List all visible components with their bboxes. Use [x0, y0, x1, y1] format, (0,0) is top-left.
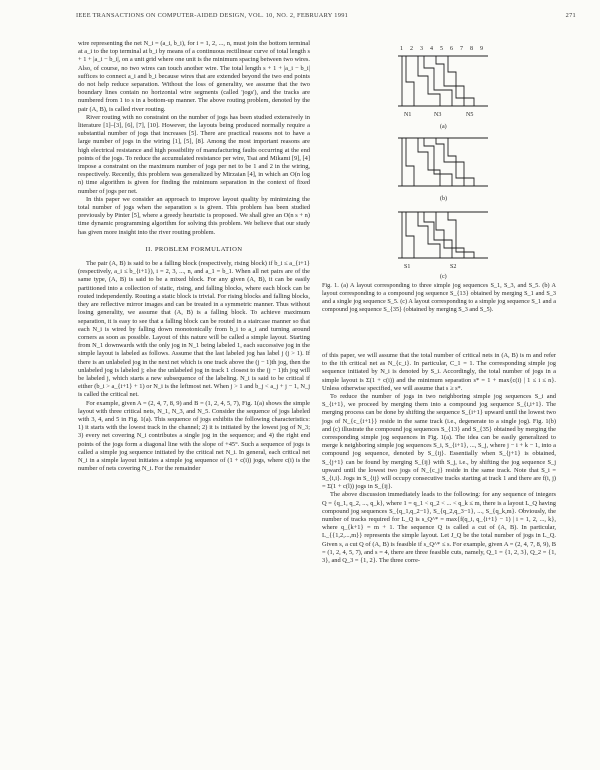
figure-panel-a — [398, 56, 488, 106]
page-number: 271 — [565, 12, 576, 19]
tick-label: 4 — [430, 46, 433, 52]
tick-label: 2 — [410, 46, 413, 52]
net-label: N1 — [404, 112, 412, 118]
paragraph: For example, given A = (2, 4, 7, 8, 9) and B = (1, 2, 4, 5, 7), Fig. 1(a) shows the simple layout with three critical nets, N_1, N_3, and N_5. Consider the sequence of jogs labeled with 3, 4, and 5 in Fig. 1(a). This sequence of jogs exhibits the following characteristics: 1) it starts with the lowest track in the channel; 2) it is initiated by the lowest jog of N_3; 3) every net covering N_i contributes a single jog in the sequence; and 4) the right end points of the jogs form a diagonal line with the slope of +45°. Such a sequence of jogs is called a simple jog sequence initiated by the critical net N_i. In general, each critical net N_i in a simple layout initiates a simple jog sequence of (1 + c(i)) jogs, where c(i) is the number of nets covering N_i. For the remainder — [78, 399, 310, 473]
tick-label: 8 — [470, 46, 473, 52]
net-label: N3 — [434, 112, 442, 118]
tick-label: 7 — [460, 46, 463, 52]
tick-label: 5 — [440, 46, 443, 52]
paragraph: of this paper, we will assume that the total number of critical nets in (A, B) is m and refer to the ith critical net as N_{c_i}. In particular, C_1 = 1. The corresponding simple jog sequence initiated by N_i is denoted by S_i. Accordingly, the total number of jogs in a simple layout is Σ(1 + c(i)) and the minimum separation s* = 1 + max{c(i) | 1 ≤ i ≤ n}. Unless otherwise specified, we will assume that s ≥ s*. — [322, 352, 556, 392]
tick-label: 3 — [420, 46, 423, 52]
paragraph: The pair (A, B) is said to be a falling block (respectively, rising block) if b_i ≤ a_{i+1} (respectively, a_i ≤ b_{i+1}), i = 2, 3, ..., n, and a_1 = b_1. When all net pairs are of the same type, (A, B) is said to be a mixed block. For any given (A, B), it can be easily partitioned into a collection of static, rising, and falling blocks, where each block can be routed independently. Routing a static block is trivial. For rising blocks and falling blocks, they are reflective mirror images and can be treated in a symmetric manner. Thus without losing generality, we assume that (A, B) is a falling block. To achieve maximum separation, it is easy to see that a falling block can be routed in a staircase manner so that each N_i is wired by falling down monotonically from b_i to a_i and turning around corners as soon as possible. Layout of this nature will be called a simple layout. Starting from N_1 downwards with the only jog in N_1 being labeled 1, each successive jog in the simple layout is labeled as follows. Assume that the last labeled jog has label j (j > 1). If there is an unlabeled jog in the next net which is one track above the (j − 1)th jog, then the unlabeled jog is labeled j; else the unlabeled jog in track 1 closest to the (j − 1)th jog will be labeled j, which starts a new subsequence of the labeling. N_i is said to be critical if either (b_i > a_{i+1} + 1) or N_i is the leftmost net. When j > 1 and b_j < a_j + j − 1, N_j is called the critical net. — [78, 260, 310, 399]
paragraph: The above discussion immediately leads to the following: for any sequence of integers Q = {q_1, q_2, ..., q_k}, where 1 = q_1 < q_2 < ... < q_k ≤ m, there is a layout L_Q having compound jog sequences S_{q_1,q_2−1}, S_{q_2,q_3−1}, ..., S_{q_k,m}. Obviously, the number of tracks required for L_Q is s_Q^* = max{f(q_i, q_{i+1} − 1) | i = 1, 2, ..., k}, where q_{k+1} = m + 1. The sequence Q is called a cut of (A, B). In particular, L_{{1,2,...,m}} represents the simple layout. Let J_Q be the total number of jogs in L_Q. Given s, a cut Q of (A, B) is feasible if s_Q^* ≤ s. For example, given A = (2, 4, 7, 8, 9), B = (1, 2, 4, 5, 7), and s = 4, there are three feasible cuts, namely, Q_1 = {1, 2, 3}, Q_2 = {1, 3}, and Q_3 = {1, 2}. The three corre- — [322, 491, 556, 565]
paragraph: wire representing the net N_i = (a_i, b_i), for i = 1, 2, ..., n, must join the bottom terminal at a_i to the top terminal at b_i by means of a continuous rectilinear curve of total length s + 1 + |a_i − b_i|, on a unit grid where one unit is the minimum spacing between two wires. Also, of course, no two wires can touch another wire. The total length s + 1 + |a_i − b_i| suffices to connect a_i and b_i because wires that are extended beyond the two end points do not help reduce separation. Without the loss of generality, we assume that the two boundary lines contain no horizontal wire segments (called 'jogs'), and the tracks are numbered from 1 to s in a bottom-up manner. The above routing problem, denoted by the pair (A, B), is called river routing. — [78, 40, 310, 113]
section-heading: II. PROBLEM FORMULATION — [145, 245, 243, 253]
figure-1-diagram — [384, 40, 508, 280]
net-label: S2 — [450, 264, 457, 270]
figure-caption: Fig. 1. (a) A layout corresponding to three simple jog sequences S_1, S_3, and S_5. (b) A layout corresponding to a compound jog sequence S_{13} obtained by merging S_1 and S_3 and a single jog sequence S_5. (c) A layout corresponding to a simple jog sequence S_1 and a compound jog sequence S_{35} (obtained by merging S_3 and S_5). — [322, 282, 556, 313]
right-column — [322, 352, 556, 565]
paragraph: In this paper we consider an approach to improve layout quality by minimizing the total number of jogs when the separation s is given. This problem has been studied previously by Pinter [5], where a greedy heuristic is proposed. We shall give an O(n s + n) time dynamic programming algorithm for solving this problem. We believe that our study has given more insight into the river routing problem. — [78, 195, 310, 236]
figure-1 — [384, 40, 508, 280]
panel-label-a: (a) — [440, 124, 447, 130]
net-label: S1 — [404, 264, 411, 270]
tick-label: 9 — [480, 46, 483, 52]
tick-label: 6 — [450, 46, 453, 52]
net-label: N5 — [466, 112, 474, 118]
panel-label-b: (b) — [440, 196, 447, 202]
tick-label: 1 — [400, 46, 403, 52]
figure-panel-b — [398, 138, 488, 186]
panel-label-c: (c) — [440, 274, 447, 280]
running-header — [76, 12, 576, 24]
figure-panel-c — [398, 212, 488, 258]
figure-top-numbers-a — [400, 46, 483, 52]
paragraph: River routing with no constraint on the number of jogs has been studied extensively in literature [1]–[3], [6], [7], [10]. However, the layouts being produced normally require a substantial number of jogs that increases [5]. There are practical reasons not to have a large number of jogs in the wiring [1], [5], [8]. Among the most important reasons are high electrical resistance and high possibility of manufacturing faults occurring at the end points of the jogs. To reduce the accumulated resistance per wire, Tsai and Mikami [9], [4] impose a constraint on the maximum number of jogs per net to be 1 and 2 in the wiring, respectively. Recently, this problem was generalized by Mirzaian [4], in which an O(n log n) time algorithm is given for finding the minimum separation in the context of fixed number of jogs per net. — [78, 113, 310, 195]
running-title: IEEE TRANSACTIONS ON COMPUTER-AIDED DESIGN, VOL. 10, NO. 2, FEBRUARY 1991 — [76, 12, 349, 19]
left-column — [78, 40, 310, 473]
paragraph: To reduce the number of jogs in two neighboring simple jog sequences S_i and S_{i+1}, we proceed by merging them into a compound jog sequence S_{i,i+1}. The merging process can be done by shifting the sequence S_{i+1} upward until the lowest two jogs of N_{c_{i+1}} reside in the same track (i.e., degenerate to a single jog). Fig. 1(b) and (c) illustrate the compound jog sequences S_{13} and S_{35} obtained by merging the corresponding simple jog sequences in Fig. 1(a). The idea can be easily generalized to merge k neighboring simple jog sequences S_i, S_{i+1}, ..., S_j, where j − i + k − 1, into a compound jog sequence, denoted by S_{ij}. Essentially when S_{j+1} is obtained, S_{j+1} can be found by merging S_{ij} with S_j, i.e., by shifting the jog sequence S_j upward until the lowest two jogs of N_{c_j} reside in the same track. Note that S_i = S_{i,i}. Jogs in S_{ij} will occupy consecutive tracks starting at track 1 and there are f(i, j) = Σ(1 + c(l)) jogs in S_{ij}. — [322, 393, 556, 491]
